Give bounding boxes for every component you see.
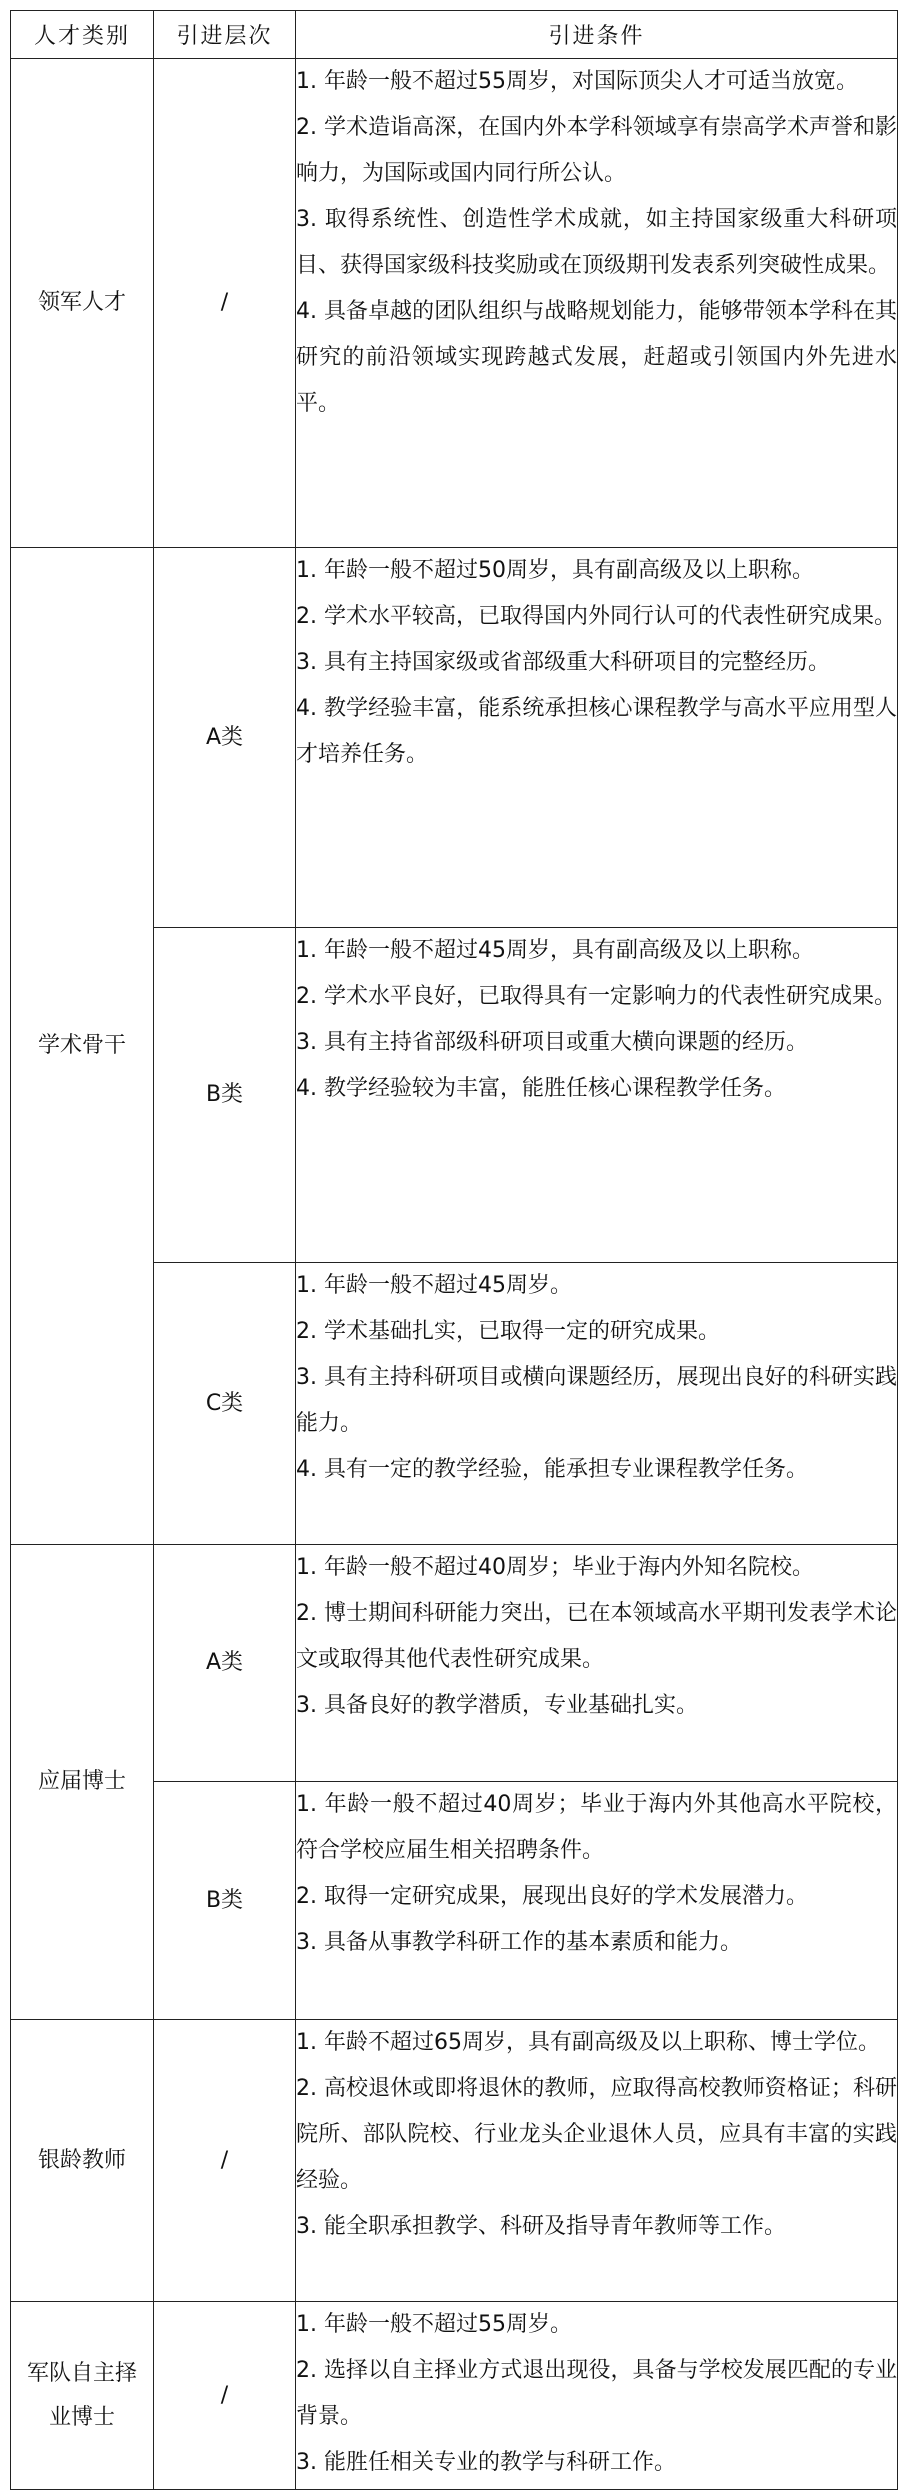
table-row <box>11 548 898 928</box>
condition-item: 2. 学术基础扎实，已取得一定的研究成果。 <box>296 1319 720 1344</box>
condition-item: 4. 具有一定的教学经验，能承担专业课程教学任务。 <box>296 1457 808 1482</box>
conditions-cell <box>296 1263 898 1545</box>
condition-item: 4. 教学经验较为丰富，能胜任核心课程教学任务。 <box>296 1076 786 1101</box>
header-row <box>11 11 898 59</box>
condition-item: 3. 具有主持省部级科研项目或重大横向课题的经历。 <box>296 1030 808 1055</box>
table-row <box>11 2020 898 2302</box>
conditions-cell <box>296 2302 898 2490</box>
condition-item: 2. 博士期间科研能力突出，已在本领域高水平期刊发表学术论文或取得其他代表性研究成果。 <box>296 1601 897 1672</box>
condition-item: 2. 学术造诣高深，在国内外本学科领域享有崇高学术声誉和影响力，为国际或国内同行所公认。 <box>296 115 897 186</box>
condition-item: 3. 具备良好的教学潜质，专业基础扎实。 <box>296 1693 698 1718</box>
condition-item: 3. 具备从事教学科研工作的基本素质和能力。 <box>296 1930 742 1955</box>
level-cell: / <box>154 2020 296 2302</box>
conditions-cell <box>296 548 898 928</box>
category-cell: 银龄教师 <box>11 2020 154 2302</box>
condition-item: 3. 具有主持科研项目或横向课题经历，展现出良好的科研实践能力。 <box>296 1365 897 1436</box>
conditions-cell <box>296 2020 898 2302</box>
conditions-cell <box>296 1545 898 1782</box>
level-cell: C类 <box>154 1263 296 1545</box>
condition-item: 3. 取得系统性、创造性学术成就，如主持国家级重大科研项目、获得国家级科技奖励或在顶级期刊发表系列突破性成果。 <box>296 207 897 278</box>
conditions-cell <box>296 928 898 1263</box>
condition-item: 3. 具有主持国家级或省部级重大科研项目的完整经历。 <box>296 650 830 675</box>
table-header <box>11 11 898 59</box>
level-cell: A类 <box>154 548 296 928</box>
talent-requirements-table <box>10 10 898 2490</box>
condition-item: 2. 学术水平良好，已取得具有一定影响力的代表性研究成果。 <box>296 984 896 1009</box>
table-row <box>11 59 898 548</box>
conditions-cell <box>296 59 898 548</box>
level-cell: / <box>154 2302 296 2490</box>
condition-item: 3. 能胜任相关专业的教学与科研工作。 <box>296 2450 676 2475</box>
level-cell: B类 <box>154 928 296 1263</box>
header-talent-category: 人才类别 <box>11 11 154 59</box>
condition-item: 1. 年龄一般不超过55周岁，对国际顶尖人才可适当放宽。 <box>296 69 858 94</box>
condition-item: 1. 年龄一般不超过45周岁。 <box>296 1273 572 1298</box>
header-recruit-conditions: 引进条件 <box>296 11 898 59</box>
conditions-cell <box>296 1782 898 2020</box>
level-cell: A类 <box>154 1545 296 1782</box>
condition-item: 1. 年龄一般不超过40周岁；毕业于海内外知名院校。 <box>296 1555 814 1580</box>
condition-item: 1. 年龄一般不超过45周岁，具有副高级及以上职称。 <box>296 938 814 963</box>
condition-item: 4. 具备卓越的团队组织与战略规划能力，能够带领本学科在其研究的前沿领域实现跨越式发展，赶超或引领国内外先进水平。 <box>296 299 897 416</box>
condition-item: 3. 能全职承担教学、科研及指导青年教师等工作。 <box>296 2214 786 2239</box>
table-row <box>11 2302 898 2490</box>
condition-item: 2. 高校退休或即将退休的教师，应取得高校教师资格证；科研院所、部队院校、行业龙头企业退休人员，应具有丰富的实践经验。 <box>296 2076 897 2193</box>
condition-item: 1. 年龄不超过65周岁，具有副高级及以上职称、博士学位。 <box>296 2030 880 2055</box>
header-recruit-level: 引进层次 <box>154 11 296 59</box>
category-cell: 学术骨干 <box>11 548 154 1545</box>
condition-item: 2. 选择以自主择业方式退出现役，具备与学校发展匹配的专业背景。 <box>296 2358 897 2429</box>
level-cell: B类 <box>154 1782 296 2020</box>
category-cell: 应届博士 <box>11 1545 154 2020</box>
category-cell: 军队自主择业博士 <box>11 2302 154 2490</box>
condition-item: 1. 年龄一般不超过55周岁。 <box>296 2312 572 2337</box>
table-body <box>11 59 898 2490</box>
condition-item: 1. 年龄一般不超过50周岁，具有副高级及以上职称。 <box>296 558 814 583</box>
level-cell: / <box>154 59 296 548</box>
category-cell: 领军人才 <box>11 59 154 548</box>
condition-item: 1. 年龄一般不超过40周岁；毕业于海内外其他高水平院校，符合学校应届生相关招聘条件。 <box>296 1792 897 1863</box>
table-row <box>11 1545 898 1782</box>
condition-item: 2. 学术水平较高，已取得国内外同行认可的代表性研究成果。 <box>296 604 896 629</box>
condition-item: 2. 取得一定研究成果，展现出良好的学术发展潜力。 <box>296 1884 808 1909</box>
condition-item: 4. 教学经验丰富，能系统承担核心课程教学与高水平应用型人才培养任务。 <box>296 696 897 767</box>
